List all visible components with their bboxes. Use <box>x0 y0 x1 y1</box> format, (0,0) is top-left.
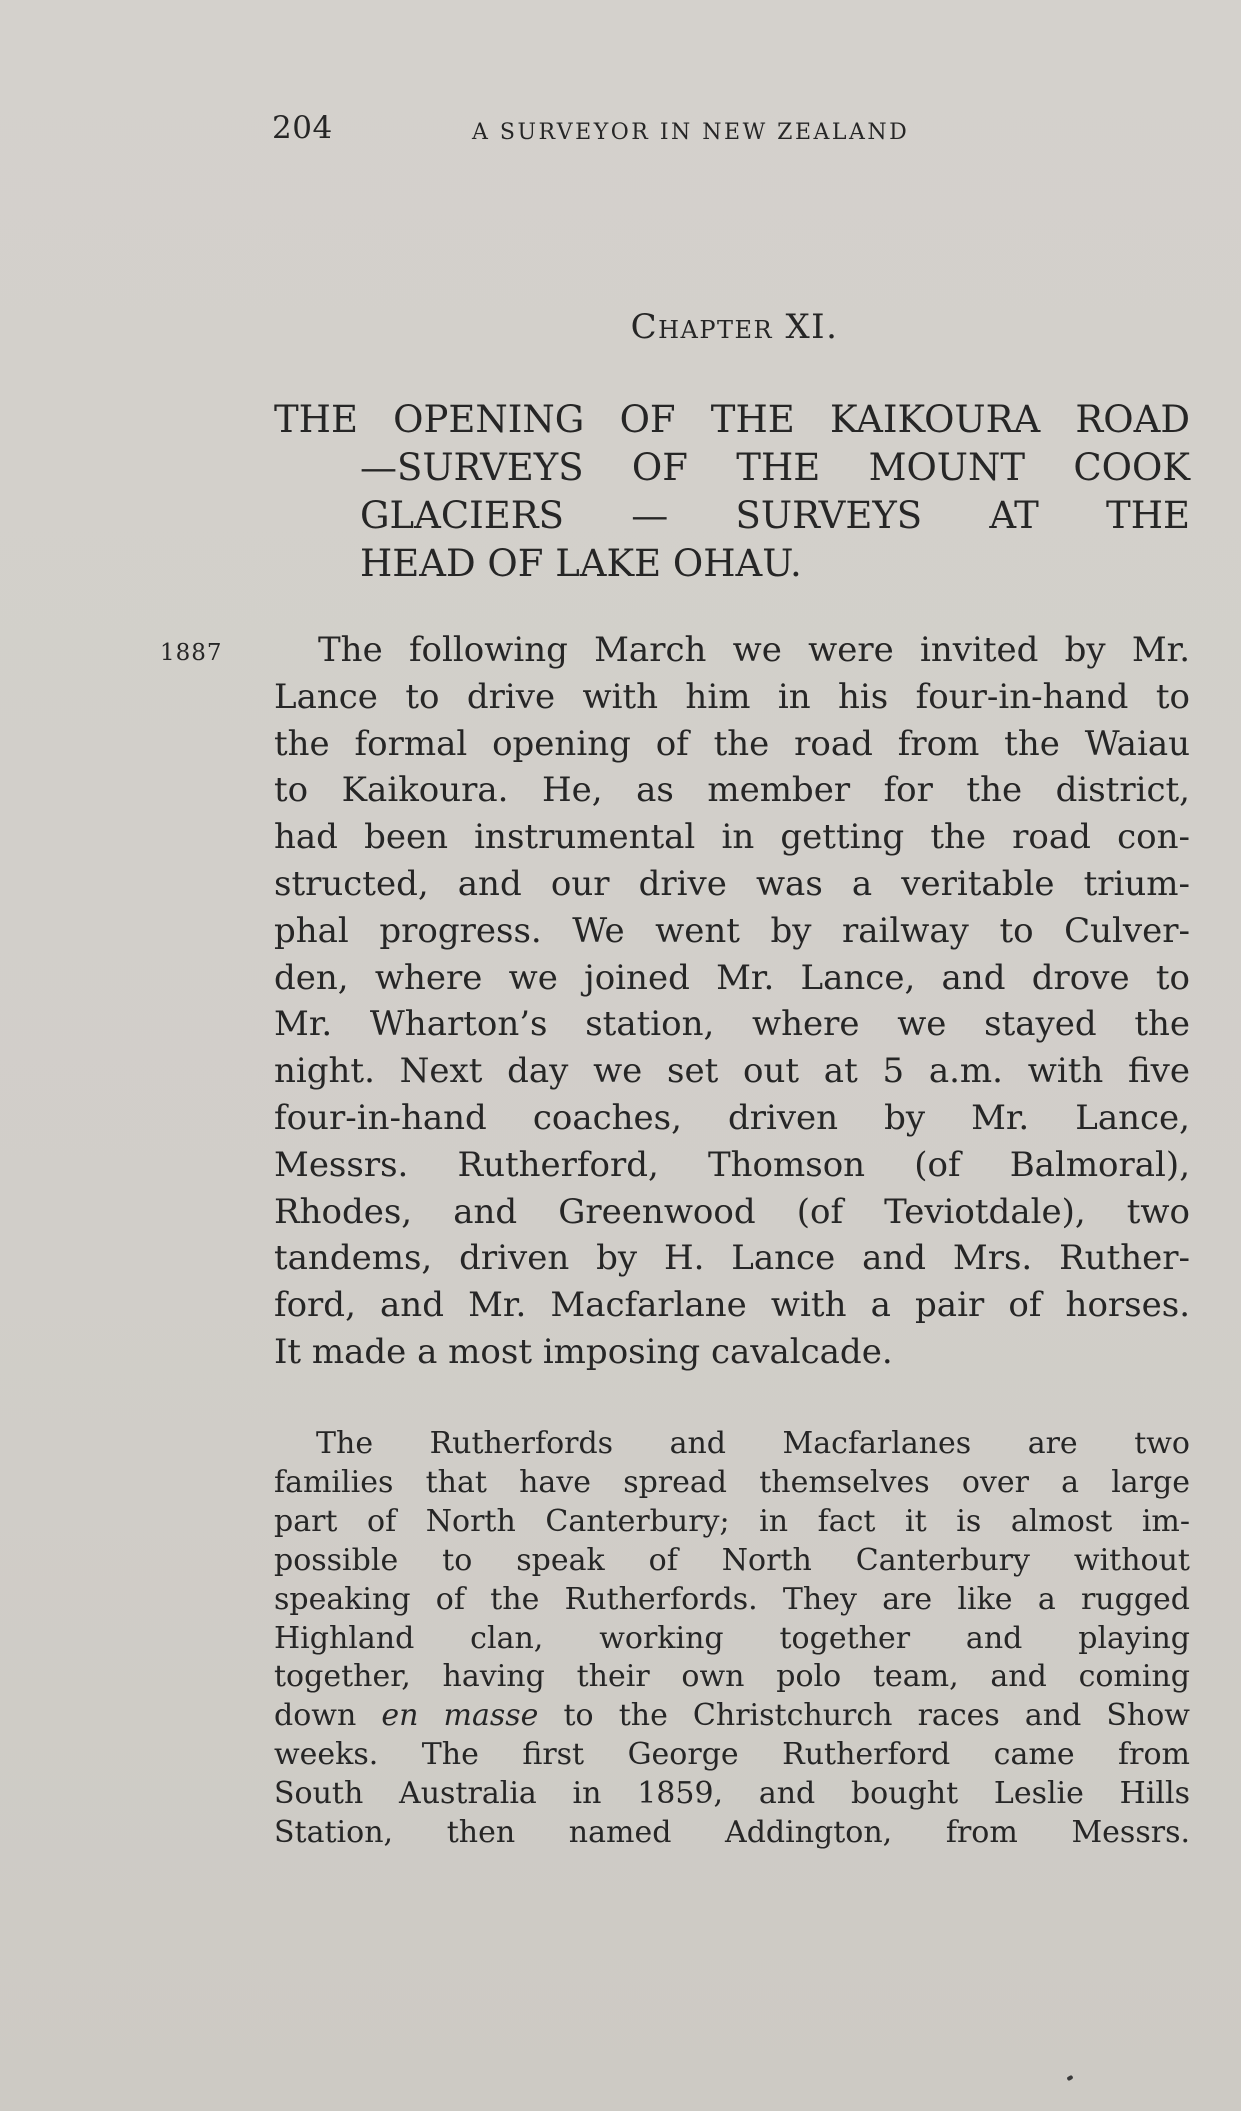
chapter-title-line: HEAD OF LAKE OHAU. <box>360 542 802 585</box>
chapter-title-line: GLACIERS — SURVEYS AT THE <box>360 494 1190 537</box>
note-paragraph <box>274 1425 1190 1853</box>
text-line: den, where we joined Mr. Lance, and drove to <box>274 957 1190 998</box>
note-line-mixed <box>274 1697 1190 1736</box>
ink-speck <box>1066 2075 1073 2081</box>
text-line: tandems, driven by H. Lance and Mrs. Ruther- <box>274 1238 1190 1279</box>
text-line: ford, and Mr. Macfarlane with a pair of horses. <box>274 1285 1190 1326</box>
chapter-label: Chapter XI. <box>630 307 839 347</box>
text-line: Rhodes, and Greenwood (of Teviotdale), two <box>274 1191 1190 1232</box>
text-line: phal progress. We went by railway to Culver- <box>274 910 1190 951</box>
margin-year: 1887 <box>160 640 223 666</box>
text-line: the formal opening of the road from the Waiau <box>274 723 1190 764</box>
chapter-title-line: THE OPENING OF THE KAIKOURA ROAD <box>274 398 1190 441</box>
note-line-start: down <box>274 1698 382 1734</box>
chapter-title-line: —SURVEYS OF THE MOUNT COOK <box>360 446 1190 489</box>
main-paragraph <box>274 627 1190 1376</box>
note-line: speaking of the Rutherfords. They are like a rugged <box>274 1581 1190 1617</box>
text-line: four-in-hand coaches, driven by Mr. Lance, <box>274 1097 1190 1138</box>
text-line: night. Next day we set out at 5 a.m. with five <box>274 1051 1190 1092</box>
note-line: families that have spread themselves over a large <box>274 1464 1190 1500</box>
text-line: to Kaikoura. He, as member for the district, <box>274 770 1190 811</box>
page-number: 204 <box>272 110 333 146</box>
note-line: The Rutherfords and Macfarlanes are two <box>316 1426 1190 1461</box>
note-line: South Australia in 1859, and bought Leslie Hills <box>274 1776 1190 1812</box>
text-line: It made a most imposing cavalcade. <box>274 1331 893 1372</box>
text-line: had been instrumental in getting the road con- <box>274 817 1190 858</box>
text-line: Messrs. Rutherford, Thomson (of Balmoral), <box>274 1144 1190 1185</box>
note-line: Highland clan, working together and playing <box>274 1620 1190 1656</box>
running-head: A SURVEYOR IN NEW ZEALAND <box>472 120 910 145</box>
text-line: Lance to drive with him in his four-in-hand to <box>274 676 1190 717</box>
note-line: weeks. The first George Rutherford came from <box>274 1737 1190 1773</box>
chapter-title <box>274 396 1190 588</box>
italic-phrase: en masse <box>381 1698 539 1734</box>
note-line: together, having their own polo team, and coming <box>274 1659 1190 1695</box>
text-line: structed, and our drive was a veritable trium- <box>274 863 1190 904</box>
note-line: part of North Canterbury; in fact it is almost im- <box>274 1503 1190 1539</box>
note-line-end: to the Christchurch races and Show <box>538 1698 1190 1734</box>
note-line: possible to speak of North Canterbury without <box>274 1542 1190 1578</box>
note-line: Station, then named Addington, from Messrs. <box>274 1815 1190 1851</box>
text-line: The following March we were invited by Mr. <box>318 630 1190 670</box>
text-line: Mr. Wharton’s station, where we stayed the <box>274 1004 1190 1045</box>
